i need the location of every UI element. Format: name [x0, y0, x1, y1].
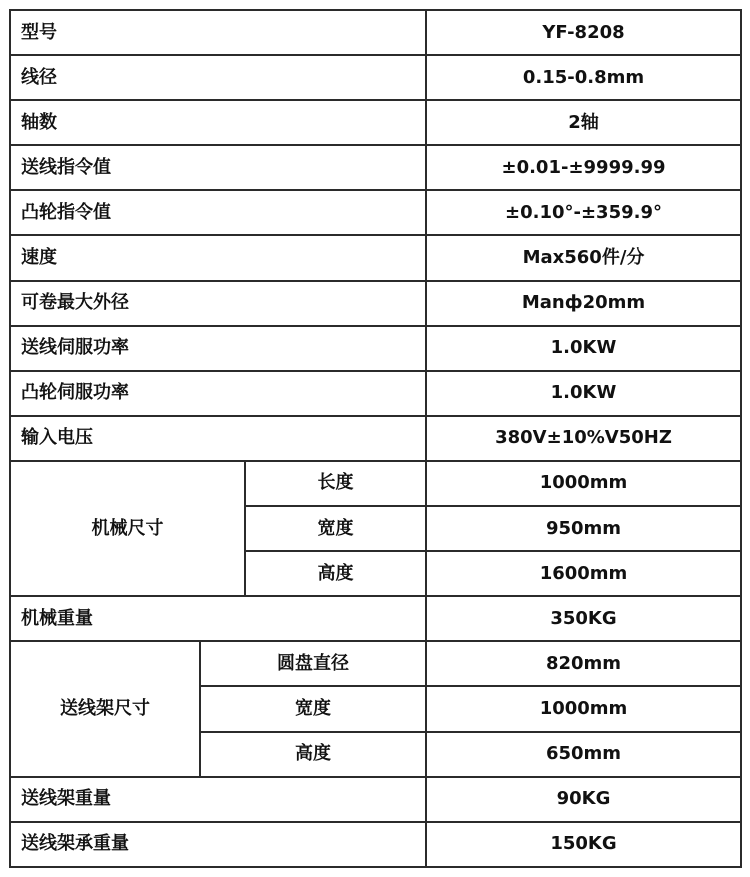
row-label-feeder-load: 送线架承重量	[10, 822, 426, 867]
row-value-speed: Max560件/分	[426, 235, 741, 280]
table-row	[10, 371, 741, 416]
row-value-feeder-weight: 90KG	[426, 777, 741, 822]
row-value-wire-diameter: 0.15-0.8mm	[426, 55, 741, 100]
row-value-model: YF-8208	[426, 10, 741, 55]
table-row	[10, 100, 741, 145]
row-value-feed-servo-power: 1.0KW	[426, 326, 741, 371]
row-label-machine-weight: 机械重量	[10, 596, 426, 641]
row-label-feed-servo-power: 送线伺服功率	[10, 326, 426, 371]
row-label-feed-command: 送线指令值	[10, 145, 426, 190]
table-row	[10, 461, 741, 506]
row-label-wire-diameter: 线径	[10, 55, 426, 100]
row-label-speed: 速度	[10, 235, 426, 280]
row-value-axes: 2轴	[426, 100, 741, 145]
sub-value-machine-height: 1600mm	[426, 551, 741, 596]
table-row	[10, 10, 741, 55]
sub-value-feeder-height: 650mm	[426, 732, 741, 777]
spec-table	[9, 9, 742, 868]
row-label-feeder-weight: 送线架重量	[10, 777, 426, 822]
row-value-cam-command: ±0.10°-±359.9°	[426, 190, 741, 235]
sub-value-machine-length: 1000mm	[426, 461, 741, 506]
table-row	[10, 145, 741, 190]
group-label-feeder-size: 送线架尺寸	[10, 641, 200, 776]
table-row	[10, 235, 741, 280]
group-label-machine-size: 机械尺寸	[10, 461, 245, 596]
sub-value-feeder-width: 1000mm	[426, 686, 741, 731]
row-value-feeder-load: 150KG	[426, 822, 741, 867]
row-value-machine-weight: 350KG	[426, 596, 741, 641]
sub-label-machine-length: 长度	[245, 461, 426, 506]
sub-label-feeder-height: 高度	[200, 732, 426, 777]
row-value-feed-command: ±0.01-±9999.99	[426, 145, 741, 190]
table-row	[10, 596, 741, 641]
row-value-input-voltage: 380V±10%V50HZ	[426, 416, 741, 461]
row-value-coil-od: Manф20mm	[426, 281, 741, 326]
row-label-input-voltage: 输入电压	[10, 416, 426, 461]
row-label-cam-command: 凸轮指令值	[10, 190, 426, 235]
row-label-cam-servo-power: 凸轮伺服功率	[10, 371, 426, 416]
sub-label-machine-width: 宽度	[245, 506, 426, 551]
row-label-coil-od: 可卷最大外径	[10, 281, 426, 326]
sub-label-machine-height: 高度	[245, 551, 426, 596]
sub-label-feeder-width: 宽度	[200, 686, 426, 731]
table-row	[10, 822, 741, 867]
table-row	[10, 777, 741, 822]
sub-value-machine-width: 950mm	[426, 506, 741, 551]
row-label-axes: 轴数	[10, 100, 426, 145]
row-label-model: 型号	[10, 10, 426, 55]
spec-sheet	[9, 9, 740, 868]
table-row	[10, 55, 741, 100]
table-row	[10, 190, 741, 235]
sub-label-disc-diameter: 圆盘直径	[200, 641, 426, 686]
table-row	[10, 416, 741, 461]
row-value-cam-servo-power: 1.0KW	[426, 371, 741, 416]
table-row	[10, 641, 741, 686]
table-row	[10, 326, 741, 371]
sub-value-disc-diameter: 820mm	[426, 641, 741, 686]
table-row	[10, 281, 741, 326]
